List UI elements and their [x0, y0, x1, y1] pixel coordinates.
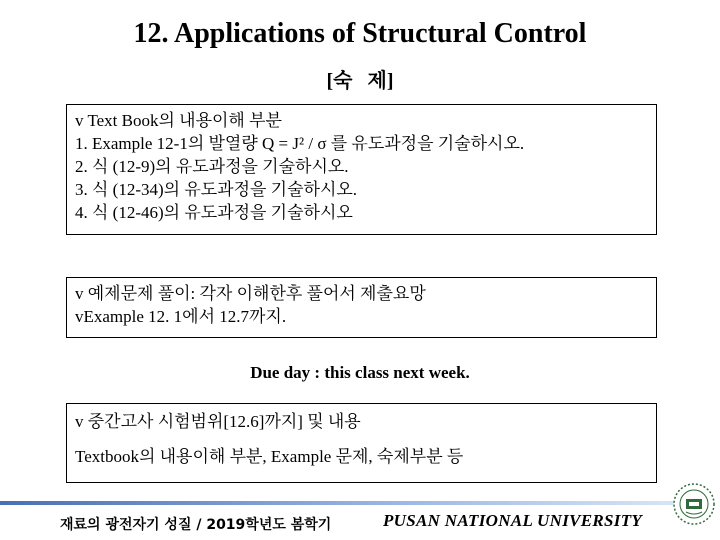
homework-line-1: v Text Book의 내용이해 부분 [75, 111, 282, 130]
footer-university-name: PUSAN NATIONAL UNIVERSITY [383, 511, 643, 530]
footer-divider [0, 501, 674, 505]
university-seal-icon [672, 482, 716, 526]
slide-subtitle: [숙 제] [326, 70, 394, 92]
example-line-2: vExample 12. 1에서 12.7까지. [75, 307, 287, 326]
midterm-line-2: Textbook의 내용이해 부분, Example 문제, 숙제부분 등 [75, 447, 464, 466]
footer-course-label: 재료의 광전자기 성질 / 2019학년도 봄학기 [60, 517, 332, 533]
homework-box [66, 104, 657, 235]
example-problems-box [66, 277, 657, 338]
slide-title: 12. Applications of Structural Control [133, 18, 587, 49]
homework-line-3: 2. 식 (12-9)의 유도과정을 기술하시오. [75, 157, 349, 176]
due-date-text: Due day : this class next week. [250, 363, 470, 382]
homework-line-5: 4. 식 (12-46)의 유도과정을 기술하시오 [75, 203, 353, 222]
homework-line-4: 3. 식 (12-34)의 유도과정을 기술하시오. [75, 180, 358, 199]
midterm-scope-box [66, 403, 657, 483]
homework-line-2: 1. Example 12-1의 발열량 Q = J² / σ 를 유도과정을 기술하시오. [75, 134, 525, 153]
midterm-line-1: v 중간고사 시험범위[12.6]까지] 및 내용 [75, 412, 361, 431]
example-line-1: v 예제문제 풀이: 각자 이해한후 풀어서 제출요망 [75, 284, 426, 303]
